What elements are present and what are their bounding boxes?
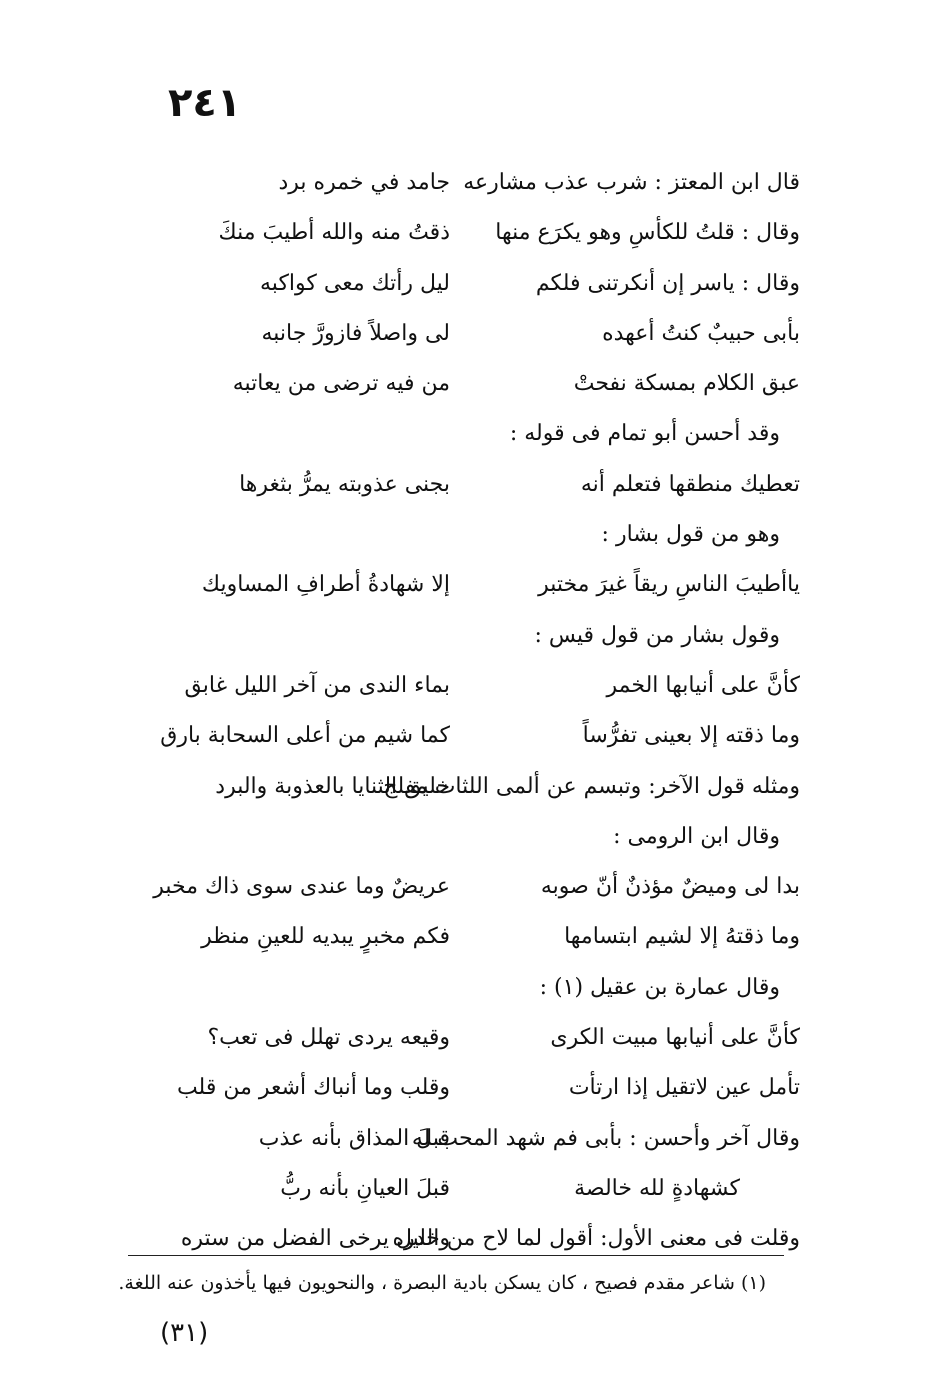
prose-text: وهو من قول بشار : [601,522,780,548]
verse-line [150,862,800,912]
verse-line [150,711,800,761]
verse-first-hemistich: كأنَّ على أنيابها مبيت الكرى [550,1025,800,1051]
verse-second-hemistich: والليل يرخى الفضل من ستره [180,1226,450,1252]
verse-second-hemistich: لى واصلاً فازورَّ جانبه [261,320,450,346]
verse-first-hemistich: تأمل عين لاتقيل إذا ارتأت [568,1075,800,1101]
verse-line [150,1063,800,1113]
prose-line [150,611,800,661]
verse-second-hemistich: بماء الندى من آخر الليل غابق [184,672,450,698]
verse-line [150,460,800,510]
verse-second-hemistich: فكم مخبرٍ يبديه للعينِ منظر [201,924,450,950]
prose-line [150,510,800,560]
verse-line [150,1114,800,1164]
verse-line [150,208,800,258]
verse-second-hemistich: بجنى عذوبته يمرُّ بثغرها [239,471,450,497]
verse-second-hemistich: عريضٌ وما عندى سوى ذاك مخبر [153,874,450,900]
prose-line [150,812,800,862]
verse-line [150,309,800,359]
verse-second-hemistich: من فيه ترضى من يعاتبه [232,371,450,397]
verse-first-hemistich: عبق الكلام بمسكة نفحتْ [573,371,800,397]
page-number: ٢٤١ [168,80,242,126]
verse-line [150,762,800,812]
verse-line [150,1164,800,1214]
verse-line [150,1214,800,1264]
verse-second-hemistich: إلا شهادةُ أطرافِ المساويك [201,572,450,598]
prose-line [150,409,800,459]
verse-second-hemistich: قبلَ العيانِ بأنه ربُّ [280,1175,450,1201]
prose-text: وقول بشار من قول قيس : [534,622,780,648]
verse-second-hemistich: كما شيم من أعلى السحابة بارق [160,723,450,749]
prose-line [150,963,800,1013]
verse-first-hemistich: كأنَّ على أنيابها الخمر [606,672,800,698]
verse-line [150,560,800,610]
verse-line [150,359,800,409]
verse-first-hemistich: قال ابن المعتز : شرب عذب مشارعه [463,170,800,195]
verse-second-hemistich: وقلب وما أنباك أشعر من قلب [176,1075,450,1101]
footnote: (١) شاعر مقدم فصيح ، كان يسكن بادية البصرة ، والنحويون فيها يأخذون عنه اللغة. [118,1272,766,1294]
verse-second-hemistich: جامد في خمره برد [278,170,450,195]
prose-text: وقد أحسن أبو تمام فى قوله : [509,421,780,447]
verse-first-hemistich: وما ذقته إلا بعينى تفرُّساً [582,723,800,749]
verse-first-hemistich: وقلت فى معنى الأول: أقول لما لاح من خدره [392,1226,800,1252]
verse-second-hemistich: ذقتُ منه والله أطيبَ منكَ [218,220,450,246]
verse-line [150,1013,800,1063]
verse-second-hemistich: وقيعه يردى تهلل فى تعب؟ [207,1025,450,1051]
verse-line [150,912,800,962]
verse-line [150,158,800,208]
verse-second-hemistich: ليل رأتك معى كواكبه [260,270,450,296]
verse-first-hemistich: وما ذقتهُ إلا لشيم ابتسامها [564,924,800,950]
verse-first-hemistich: تعطيك منطقها فتعلم أنه [580,471,800,497]
text-body [150,158,800,1265]
verse-first-hemistich: ومثله قول الآخر: وتبسم عن ألمى اللثات مفلج [383,773,800,799]
verse-first-hemistich: ياأطيبَ الناسِ ريقاً غيرَ مختبر [538,572,800,598]
verse-second-hemistich: خليق الثنايا بالعذوبة والبرد [215,773,450,799]
prose-text: وقال ابن الرومى : [613,823,780,849]
verse-first-hemistich: وقال : قلتُ للكأسِ وهو يكرَع منها [495,220,800,246]
verse-first-hemistich: كشهادةٍ لله خالصة [574,1175,740,1201]
sheet-number: (٣١) [160,1318,209,1348]
verse-second-hemistich: قبلَ المذاق بأنه عذب [258,1125,450,1151]
verse-line [150,661,800,711]
verse-first-hemistich: بأبى حبيبٌ كنتُ أعهده [602,320,800,346]
footnote-divider [128,1255,784,1256]
prose-text: وقال عمارة بن عقيل (١) : [539,974,780,1000]
verse-line [150,259,800,309]
verse-first-hemistich: بدا لى وميضٌ مؤذنٌ أنّ صوبه [540,874,800,900]
verse-first-hemistich: وقال : ياسر إن أنكرتنى فلكم [535,270,800,296]
verse-first-hemistich: وقال آخر وأحسن : بأبى فم شهد المحب له [411,1125,800,1151]
